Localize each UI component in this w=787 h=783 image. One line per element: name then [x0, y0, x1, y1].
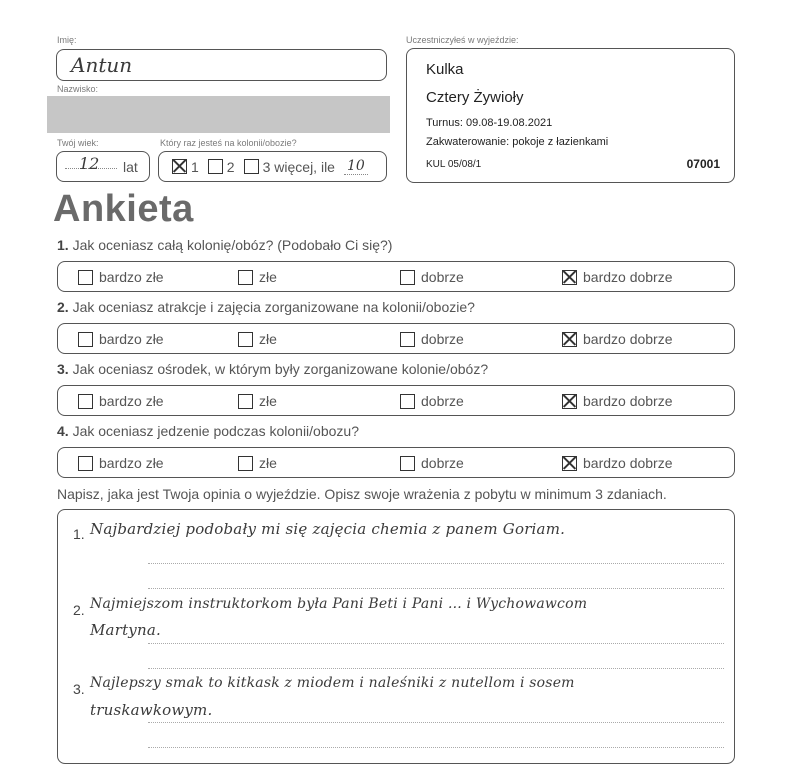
rating-checkbox[interactable] [400, 394, 415, 409]
question-text: Jak oceniasz atrakcje i zajęcia zorganizowane na kolonii/obozie? [72, 299, 475, 315]
rating-checkbox[interactable] [238, 270, 253, 285]
dotted-line [148, 643, 724, 644]
rating-option[interactable] [238, 393, 277, 409]
answer-2-line-1: Najmiejszom instruktorkom była Pani Beti i Pani ... i Wychowawcom [90, 596, 588, 612]
camp-name: Kulka [426, 61, 464, 78]
rating-checkbox[interactable] [400, 270, 415, 285]
rating-option-label: dobrze [421, 331, 464, 347]
name-label: Imię: [57, 35, 77, 45]
name-field[interactable] [56, 49, 387, 81]
rating-option-label: złe [259, 393, 277, 409]
accommodation-label: Zakwaterowanie: [426, 136, 510, 148]
question-1-label [57, 237, 392, 253]
rating-option[interactable] [562, 455, 673, 471]
dotted-line [148, 588, 724, 589]
visit-option-label: 3 więcej, ile [262, 158, 335, 175]
question-text: Jak oceniasz całą kolonię/obóz? (Podobało Ci się?) [72, 237, 393, 253]
rating-option-label: bardzo złe [99, 331, 164, 347]
visit-checkbox-3[interactable] [244, 159, 259, 174]
question-2-label [57, 299, 475, 315]
rating-option-label: bardzo dobrze [583, 331, 673, 347]
rating-checkbox[interactable] [562, 332, 577, 347]
visit-option-label: 2 [226, 158, 235, 175]
visit-option-label: 1 [191, 158, 199, 175]
participant-label: Uczestniczyłeś w wyjeździe: [406, 35, 519, 45]
rating-checkbox[interactable] [238, 456, 253, 471]
rating-option-label: dobrze [421, 393, 464, 409]
rating-checkbox[interactable] [238, 332, 253, 347]
rating-option[interactable] [562, 331, 673, 347]
question-text: Jak oceniasz ośrodek, w którym były zorganizowane kolonie/obóz? [72, 361, 489, 377]
age-unit: lat [123, 159, 138, 175]
rating-checkbox[interactable] [78, 270, 93, 285]
age-label: Twój wiek: [57, 138, 99, 148]
turnus-label: Turnus: [426, 117, 463, 129]
answer-1-line-1: Najbardziej podobały mi się zajęcia chemia z panem Goriam. [90, 520, 566, 538]
rating-option[interactable] [400, 393, 464, 409]
rating-checkbox[interactable] [78, 456, 93, 471]
rating-option-label: bardzo złe [99, 455, 164, 471]
rating-option[interactable] [562, 393, 673, 409]
accommodation-value: pokoje z łazienkami [512, 136, 609, 148]
question-4-label [57, 423, 359, 439]
question-text: Jak oceniasz jedzenie podczas kolonii/obozu? [72, 423, 359, 439]
visit-checkbox-2[interactable] [208, 159, 223, 174]
question-4-options [57, 447, 735, 478]
question-number: 4. [57, 423, 69, 439]
age-value: 12 [79, 154, 100, 173]
question-number: 2. [57, 299, 69, 315]
rating-option[interactable] [78, 393, 164, 409]
rating-option[interactable] [562, 269, 673, 285]
visit-option-1[interactable] [172, 159, 199, 175]
answer-3-line-2: truskawkowym. [90, 701, 213, 719]
rating-checkbox[interactable] [238, 394, 253, 409]
camp-number: 07001 [686, 157, 720, 171]
camp-subtitle: Cztery Żywioły [426, 89, 524, 106]
rating-option[interactable] [78, 331, 164, 347]
rating-option-label: dobrze [421, 455, 464, 471]
rating-checkbox[interactable] [562, 456, 577, 471]
visit-label: Który raz jesteś na kolonii/obozie? [160, 138, 297, 148]
turnus-value: 09.08-19.08.2021 [465, 117, 553, 129]
camp-code: KUL 05/08/1 [426, 159, 482, 170]
question-number: 3. [57, 361, 69, 377]
rating-option-label: złe [259, 331, 277, 347]
dotted-line [148, 563, 724, 564]
question-2-options [57, 323, 735, 354]
dotted-line [148, 747, 724, 748]
surname-label: Nazwisko: [57, 84, 99, 94]
rating-checkbox[interactable] [78, 394, 93, 409]
rating-option-label: złe [259, 455, 277, 471]
rating-option-label: złe [259, 269, 277, 285]
visit-option-3[interactable] [244, 159, 335, 175]
answer-number: 2. [73, 602, 85, 618]
answer-2-line-2: Martyna. [90, 621, 161, 639]
answer-number: 1. [73, 526, 85, 542]
visit-field [158, 151, 387, 182]
rating-checkbox[interactable] [562, 270, 577, 285]
answer-3-line-1: Najlepszy smak to kitkask z miodem i naleśniki z nutellom i sosem [90, 675, 575, 691]
rating-option-label: bardzo złe [99, 269, 164, 285]
answer-number: 3. [73, 681, 85, 697]
question-number: 1. [57, 237, 69, 253]
rating-checkbox[interactable] [400, 456, 415, 471]
rating-option-label: bardzo dobrze [583, 269, 673, 285]
visit-count-value: 10 [344, 158, 368, 175]
rating-checkbox[interactable] [562, 394, 577, 409]
opinion-box[interactable] [57, 509, 735, 764]
question-1-options [57, 261, 735, 292]
visit-option-2[interactable] [208, 159, 235, 175]
rating-option[interactable] [78, 455, 164, 471]
page-title: Ankieta [53, 188, 194, 230]
visit-checkbox-1[interactable] [172, 159, 187, 174]
question-3-options [57, 385, 735, 416]
opinion-prompt: Napisz, jaka jest Twoja opinia o wyjeździe. Opisz swoje wrażenia z pobytu w minimum 3 zdaniach. [57, 486, 667, 502]
question-3-label [57, 361, 488, 377]
rating-checkbox[interactable] [78, 332, 93, 347]
age-field[interactable] [56, 151, 150, 182]
name-value: Antun [71, 53, 133, 77]
rating-option[interactable] [400, 331, 464, 347]
rating-option[interactable] [78, 269, 164, 285]
rating-option-label: bardzo dobrze [583, 393, 673, 409]
rating-option[interactable] [238, 331, 277, 347]
rating-option-label: bardzo dobrze [583, 455, 673, 471]
rating-option[interactable] [238, 269, 277, 285]
rating-option-label: bardzo złe [99, 393, 164, 409]
rating-option-label: dobrze [421, 269, 464, 285]
rating-checkbox[interactable] [400, 332, 415, 347]
rating-option[interactable] [400, 269, 464, 285]
dotted-line [148, 722, 724, 723]
rating-option[interactable] [238, 455, 277, 471]
rating-option[interactable] [400, 455, 464, 471]
dotted-line [148, 668, 724, 669]
camp-info-box [406, 48, 735, 183]
surname-redaction [47, 96, 390, 133]
